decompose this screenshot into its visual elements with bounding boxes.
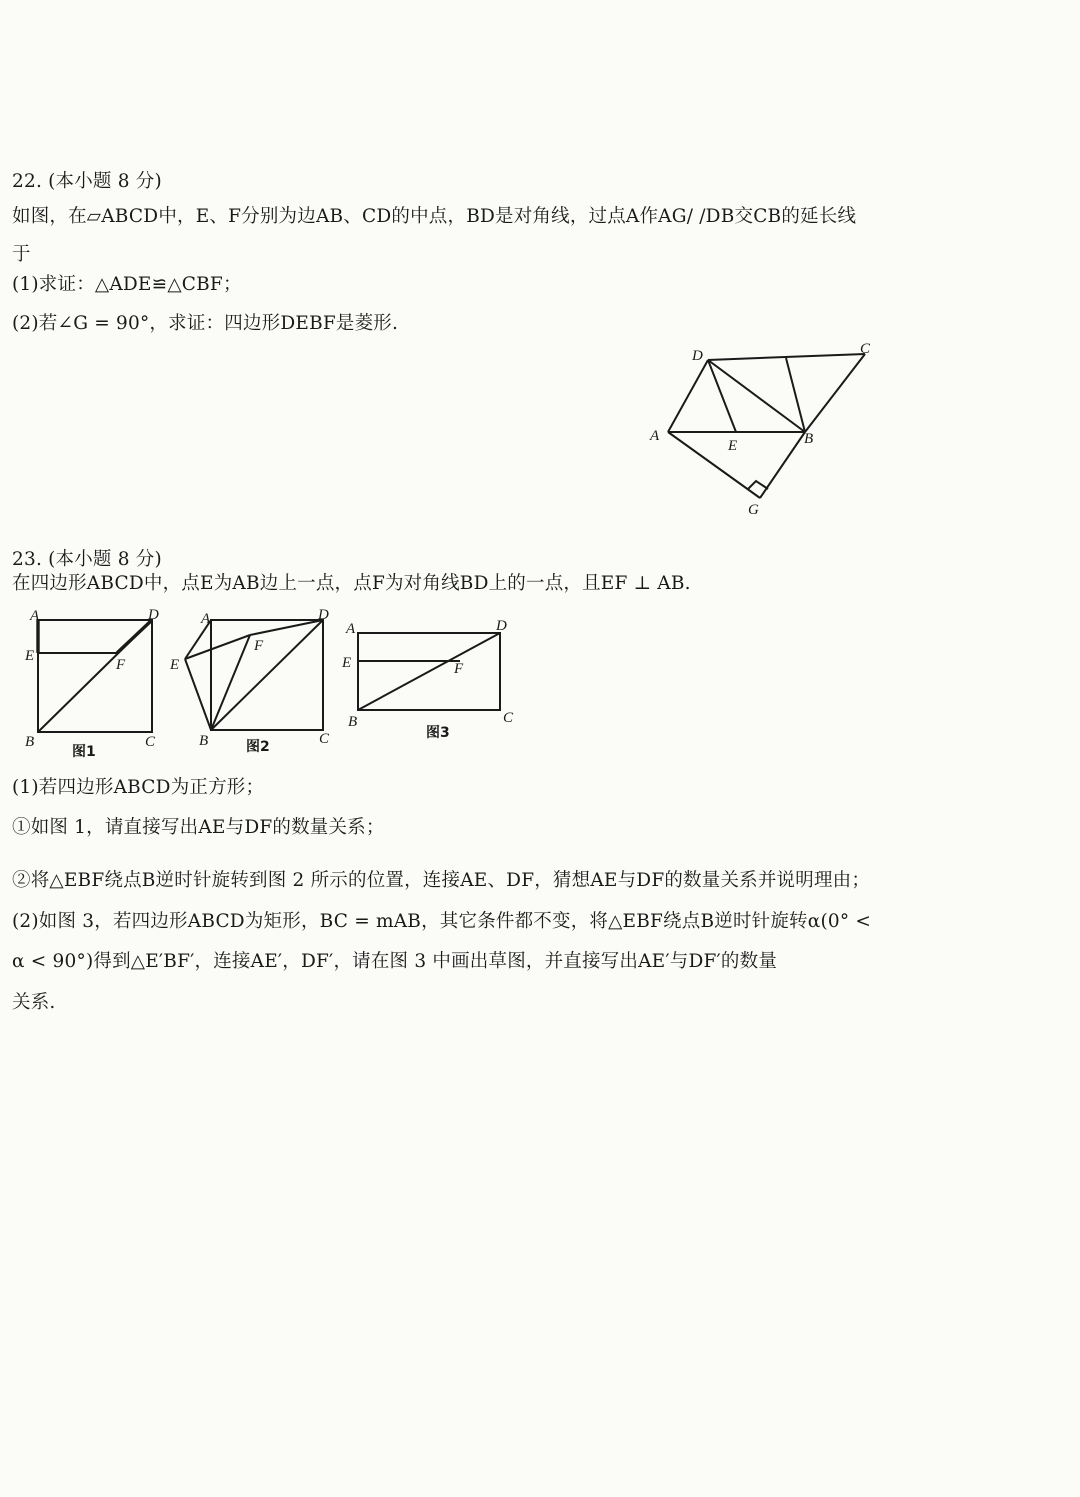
label-f: F [454,661,464,677]
label-a: A [201,611,211,627]
q22-stem-line1: 如图，在▱ABCD中，E、F分别为边AB、CD的中点，BD是对角线，过点A作AG/ /DB交CB的延长线 [12,206,857,227]
label-d: D [692,348,703,364]
diagonal-bd [211,620,323,730]
label-c: C [503,710,514,726]
q23-part1-sub1: ①如图 1，请直接写出AE与DF的数量关系； [12,817,385,838]
label-b: B [199,733,209,749]
segment-bf [211,635,250,730]
label-b: B [25,734,35,750]
segment-ag [668,432,760,498]
label-e: E [342,655,352,671]
segment-df [117,620,152,653]
q22-figure [640,340,880,525]
q23-part1-sub2: ②将△EBF绕点B逆时针旋转到图 2 所示的位置，连接AE、DF，猜想AE与DF的数量关系并说明理由； [12,870,871,891]
q23-part1: (1)若四边形ABCD为正方形； [12,777,265,798]
q23-part2-line3: 关系. [12,992,56,1013]
label-c: C [860,341,871,357]
label-f: F [254,638,264,654]
q22-part2: (2)若∠G = 90°，求证：四边形DEBF是菱形. [12,313,399,334]
caption-fig-2: 图2 [246,739,270,755]
label-e: E [170,657,180,673]
q22-part1: (1)求证：△ADE≌△CBF； [12,274,242,295]
segment-ef [185,635,250,659]
q23-header: 23. (本小题 8 分) [12,549,162,570]
caption-fig-1: 图1 [72,744,96,760]
label-b: B [348,714,358,730]
label-c: C [145,734,156,750]
label-e: E [728,438,738,454]
q23-part2-line1: (2)如图 3，若四边形ABCD为矩形，BC = mAB，其它条件都不变，将△EBF绕点B逆时针旋转α(0° < [12,911,872,932]
label-e: E [25,648,35,664]
label-d: D [318,607,329,623]
segment-be [185,659,211,730]
label-d: D [496,618,507,634]
caption-fig-3: 图3 [426,725,450,741]
q23-part2-line2: α < 90°)得到△E′BF′，连接AE′，DF′，请在图 3 中画出草图，并直接写出AE′与DF′的数量 [12,951,778,972]
label-f: F [116,657,126,673]
label-g: G [748,502,759,518]
label-a: A [30,608,40,624]
label-a: A [650,428,660,444]
q22-stem-line2: 于 [12,244,31,265]
diagonal-bd [358,633,500,710]
parallelogram-abcd [668,354,865,432]
label-c: C [319,731,330,747]
segment-df [250,620,323,635]
q23-figure-2 [168,605,343,765]
label-a: A [346,621,356,637]
q23-stem: 在四边形ABCD中，点E为AB边上一点，点F为对角线BD上的一点，且EF ⊥ AB. [12,573,691,594]
right-angle-mark [748,481,768,489]
label-d: D [148,607,159,623]
label-b: B [804,431,814,447]
q22-header: 22. (本小题 8 分) [12,171,162,192]
q23-figure-1 [20,605,180,765]
q23-figure-3 [338,605,523,745]
